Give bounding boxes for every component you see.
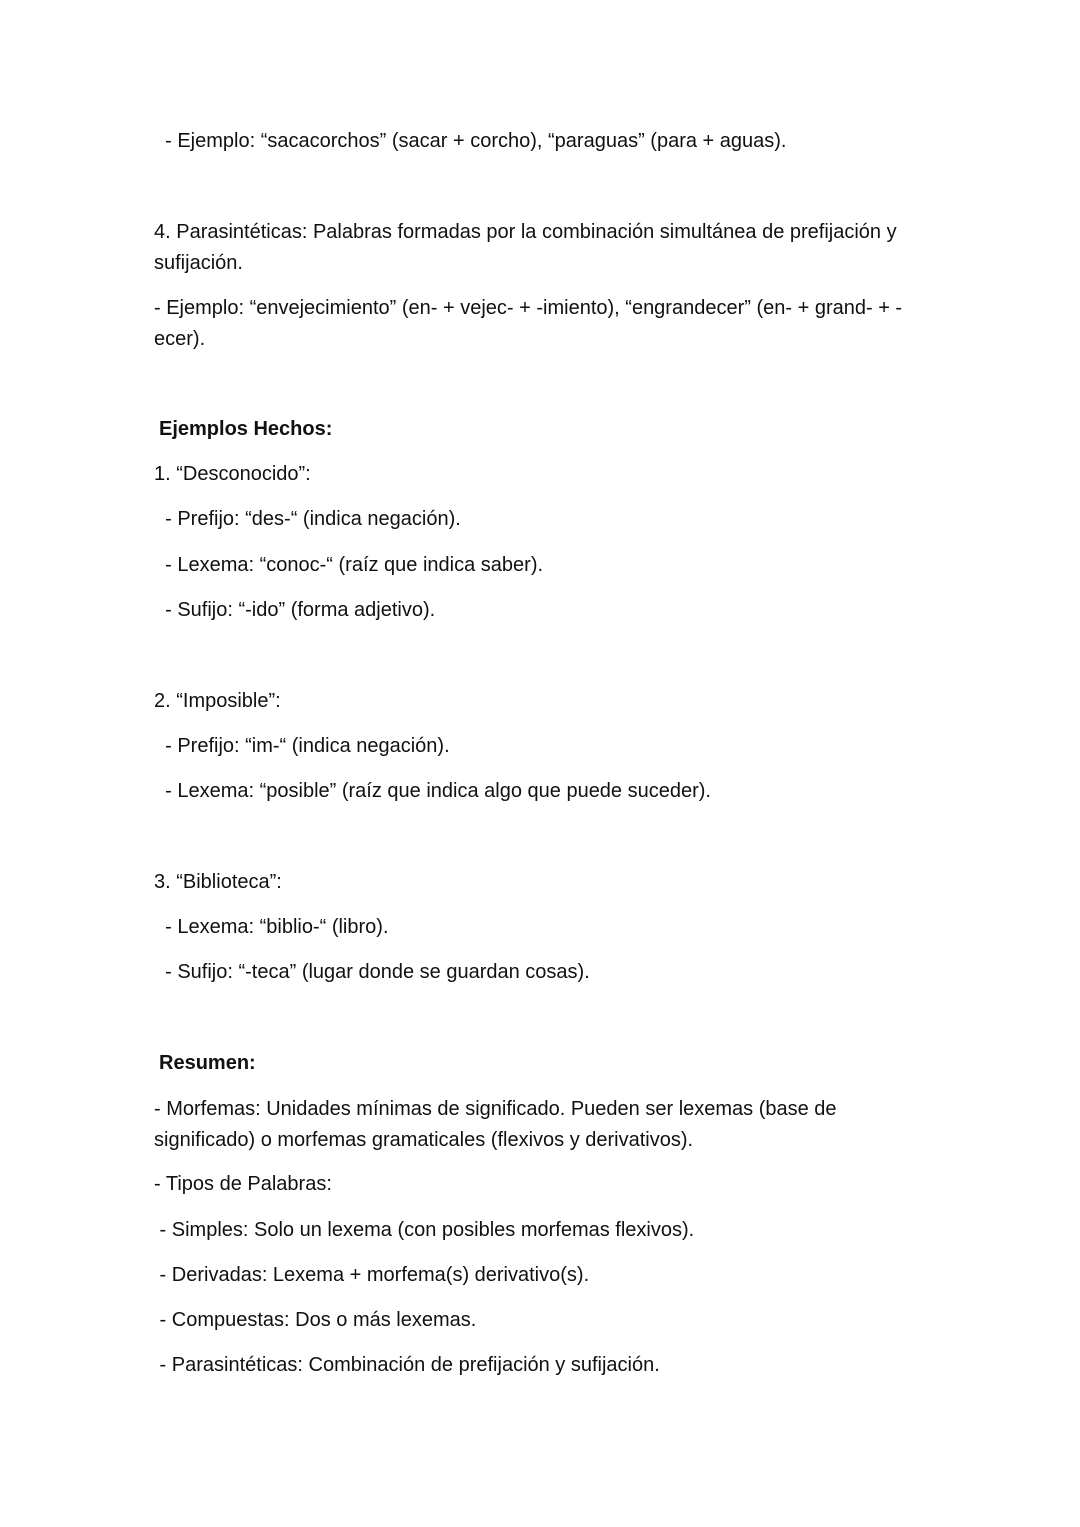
example-2-title: 2. “Imposible”: — [154, 690, 281, 712]
compound-example-line: - Ejemplo: “sacacorchos” (sacar + corcho), “paraguas” (para + aguas). — [154, 130, 787, 152]
parasynthetic-definition-paragraph: 4. Parasintéticas: Palabras formadas por la combinación simultánea de prefijación y sufijación. — [154, 221, 897, 274]
example-1-lexeme: - Lexema: “conoc-“ (raíz que indica saber). — [154, 554, 544, 576]
example-2-prefix: - Prefijo: “im-“ (indica negación). — [154, 735, 450, 757]
example-2-lexeme: - Lexema: “posible” (raíz que indica algo que puede suceder). — [154, 780, 711, 802]
example-1-title: 1. “Desconocido”: — [154, 463, 311, 485]
summary-morphemes-paragraph: - Morfemas: Unidades mínimas de significado. Pueden ser lexemas (base de significado) o morfemas gramaticales (flexivos y derivativos). — [154, 1098, 837, 1151]
summary-derived: - Derivadas: Lexema + morfema(s) derivativo(s). — [154, 1264, 590, 1286]
summary-parasynthetic: - Parasintéticas: Combinación de prefijación y sufijación. — [154, 1354, 660, 1376]
parasynthetic-example-paragraph: - Ejemplo: “envejecimiento” (en- + vejec- + -imiento), “engrandecer” (en- + grand- + -ecer). — [154, 297, 903, 350]
example-1-prefix: - Prefijo: “des-“ (indica negación). — [154, 508, 461, 530]
summary-heading: Resumen: — [159, 1052, 256, 1074]
example-1-suffix: - Sufijo: “-ido” (forma adjetivo). — [154, 599, 436, 621]
summary-word-types: - Tipos de Palabras: — [154, 1173, 332, 1195]
summary-compound: - Compuestas: Dos o más lexemas. — [154, 1309, 477, 1331]
examples-heading: Ejemplos Hechos: — [159, 418, 333, 440]
example-3-lexeme: - Lexema: “biblio-“ (libro). — [154, 916, 389, 938]
example-3-title: 3. “Biblioteca”: — [154, 871, 282, 893]
summary-simple: - Simples: Solo un lexema (con posibles morfemas flexivos). — [154, 1219, 695, 1241]
example-3-suffix: - Sufijo: “-teca” (lugar donde se guardan cosas). — [154, 961, 590, 983]
